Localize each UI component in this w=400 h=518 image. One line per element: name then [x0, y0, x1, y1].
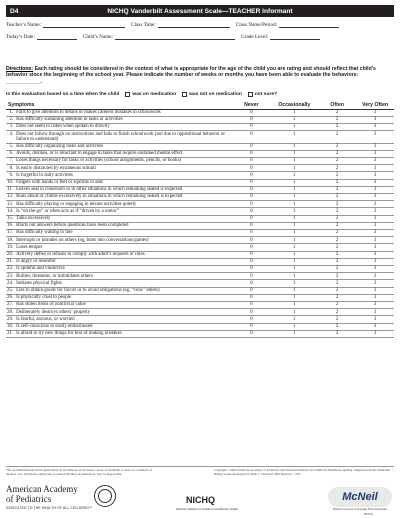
very-often-header: Very Often: [356, 102, 394, 109]
often-rating[interactable]: 2: [318, 309, 356, 316]
very-often-rating[interactable]: 3: [356, 172, 394, 179]
symptom-text: Does not follow through on instructions and fails to finish schoolwork (not due to oppositional behavior or failure to understand): [15, 131, 232, 143]
row-number: 5.: [6, 143, 15, 150]
table-row: [6, 273, 394, 280]
symptom-text: Interrupts or intrudes on others (eg, butts into conversations/games): [15, 237, 232, 244]
on-medication-label: was on medication: [132, 92, 177, 97]
never-rating[interactable]: 0: [232, 215, 270, 222]
occasionally-rating[interactable]: 1: [270, 294, 318, 301]
aap-line-1: American Academy: [6, 484, 78, 494]
often-rating[interactable]: 2: [318, 157, 356, 164]
symptom-text: Is self-conscious or easily embarrassed: [15, 323, 232, 330]
occasionally-rating[interactable]: 1: [270, 287, 318, 294]
never-rating[interactable]: 0: [232, 294, 270, 301]
often-rating[interactable]: 2: [318, 265, 356, 272]
table-row: [6, 323, 394, 330]
often-rating[interactable]: 2: [318, 123, 356, 130]
often-rating[interactable]: 2: [318, 237, 356, 244]
often-rating[interactable]: 2: [318, 165, 356, 172]
often-rating[interactable]: 2: [318, 215, 356, 222]
symptom-text: Loses things necessary for tasks or activities (school assignments, pencils, or books): [15, 157, 232, 164]
often-rating[interactable]: 2: [318, 244, 356, 251]
symptom-text: Fails to give attention to details or makes careless mistakes in schoolwork: [15, 109, 232, 116]
occasionally-rating[interactable]: 1: [270, 150, 318, 157]
symptom-text: Initiates physical fights: [15, 280, 232, 287]
symptom-text: Is afraid to try new things for fear of making mistakes: [15, 330, 232, 337]
occasionally-rating[interactable]: 1: [270, 157, 318, 164]
row-number: 18.: [7, 237, 14, 243]
occasionally-rating[interactable]: 1: [270, 229, 318, 236]
often-rating[interactable]: 2: [318, 280, 356, 287]
never-rating[interactable]: 0: [232, 287, 270, 294]
often-rating[interactable]: 2: [318, 179, 356, 186]
aap-logo-text: [6, 485, 78, 504]
table-row: [6, 244, 394, 251]
occasionally-rating[interactable]: 1: [270, 123, 318, 130]
not-sure-label: not sure?: [254, 92, 278, 97]
table-row: [6, 208, 394, 215]
often-rating[interactable]: 2: [318, 186, 356, 193]
table-row: [6, 265, 394, 272]
table-row: [6, 287, 394, 294]
symptom-text: Loses temper: [15, 244, 232, 251]
aap-seal-icon: [94, 485, 116, 507]
table-row: [6, 201, 394, 208]
table-row: [6, 186, 394, 193]
medication-question: [6, 92, 394, 97]
occasionally-rating[interactable]: 1: [270, 309, 318, 316]
symptoms-header: Symptoms: [6, 102, 232, 109]
never-header: Never: [232, 102, 270, 109]
table-row: [6, 109, 394, 116]
often-rating[interactable]: 2: [318, 251, 356, 258]
symptom-text: Does not seem to listen when spoken to directly: [15, 123, 232, 130]
table-row: [6, 222, 394, 229]
directions-label: Directions:: [6, 66, 34, 72]
never-rating[interactable]: 0: [232, 131, 270, 143]
very-often-rating[interactable]: 3: [356, 165, 394, 172]
row-number: 14.: [7, 208, 14, 214]
never-rating[interactable]: 0: [232, 186, 270, 193]
row-number: 15.: [7, 216, 14, 222]
row-number: 11.: [7, 187, 14, 193]
row-number: 28.: [7, 309, 14, 315]
row-number: 20.: [7, 252, 14, 258]
table-row: [6, 157, 394, 164]
todays-date-field[interactable]: [37, 35, 77, 40]
often-rating[interactable]: 2: [318, 201, 356, 208]
very-often-rating[interactable]: 3: [356, 186, 394, 193]
table-row: [6, 294, 394, 301]
child-name-field[interactable]: [115, 35, 235, 40]
row-number: 4.: [6, 131, 15, 143]
class-time-label: Class Time:: [131, 22, 156, 28]
directions-text: Each rating should be considered in the context of what is appropriate for the age of the child you are rating and should reflect that child’s behavior since the beginning of the school year. Please indicate the number of weeks or months you have been able to evaluate the behaviors: ____________.: [6, 66, 376, 85]
never-rating[interactable]: 0: [232, 244, 270, 251]
often-rating[interactable]: 2: [318, 208, 356, 215]
very-often-rating[interactable]: 3: [356, 301, 394, 308]
occasionally-rating[interactable]: 1: [270, 330, 318, 337]
symptom-text: Is “on the go” or often acts as if “driven by a motor”: [15, 208, 232, 215]
symptom-text: Is forgetful in daily activities: [15, 172, 232, 179]
occasionally-rating[interactable]: 1: [270, 165, 318, 172]
very-often-rating[interactable]: 3: [356, 131, 394, 143]
very-often-rating[interactable]: 3: [356, 273, 394, 280]
occasionally-rating[interactable]: 1: [270, 237, 318, 244]
occasionally-rating[interactable]: 1: [270, 323, 318, 330]
table-row: [6, 172, 394, 179]
symptom-text: Has difficulty playing or engaging in leisure activities quietly: [15, 201, 232, 208]
never-rating[interactable]: 0: [232, 208, 270, 215]
row-number: 23.: [7, 273, 14, 279]
occasionally-rating[interactable]: 1: [270, 244, 318, 251]
often-rating[interactable]: 2: [318, 116, 356, 123]
never-rating[interactable]: 0: [232, 309, 270, 316]
never-rating[interactable]: 0: [232, 265, 270, 272]
symptom-text: Has difficulty organizing tasks and activities: [15, 143, 232, 150]
very-often-rating[interactable]: 3: [356, 287, 394, 294]
very-often-rating[interactable]: 3: [356, 143, 394, 150]
symptom-text: Is easily distracted by extraneous stimuli: [15, 165, 232, 172]
never-rating[interactable]: 0: [232, 172, 270, 179]
row-number: 21.: [7, 259, 14, 265]
never-rating[interactable]: 0: [232, 222, 270, 229]
symptom-text: Is physically cruel to people: [15, 294, 232, 301]
symptom-text: Avoids, dislikes, or is reluctant to engage in tasks that require sustained mental effort: [15, 150, 232, 157]
directions: [6, 66, 394, 85]
table-row: [6, 131, 394, 143]
never-rating[interactable]: 0: [232, 193, 270, 200]
row-number: 29.: [7, 316, 14, 322]
very-often-rating[interactable]: 3: [356, 265, 394, 272]
very-often-rating[interactable]: 3: [356, 109, 394, 116]
often-rating[interactable]: 2: [318, 323, 356, 330]
occasionally-rating[interactable]: 1: [270, 143, 318, 150]
table-row: [6, 116, 394, 123]
row-number: 26.: [7, 295, 14, 301]
never-rating[interactable]: 0: [232, 143, 270, 150]
footer: [6, 466, 394, 514]
never-rating[interactable]: 0: [232, 157, 270, 164]
teacher-name-label: Teacher’s Name:: [6, 22, 42, 28]
symptom-text: Blurts out answers before questions have been completed: [15, 222, 232, 229]
often-rating[interactable]: 2: [318, 316, 356, 323]
occasionally-rating[interactable]: 1: [270, 222, 318, 229]
mcneil-tagline: McNeil Consumer & Specialty Pharmaceuticals: [332, 508, 388, 511]
child-name-label: Child’s Name:: [82, 34, 114, 40]
medication-question-text: Is this evaluation based on a time when the child: [6, 92, 120, 97]
table-row: [6, 301, 394, 308]
nichq-tagline: National Initiative for Children’s Healthcare Quality: [176, 507, 239, 511]
table-row: [6, 258, 394, 265]
occasionally-rating[interactable]: 1: [270, 131, 318, 143]
row-number: 6.: [6, 150, 15, 157]
often-rating[interactable]: 2: [318, 150, 356, 157]
symptom-text: Bullies, threatens, or intimidates others: [15, 273, 232, 280]
class-name-field[interactable]: [279, 23, 339, 28]
occasionally-rating[interactable]: 1: [270, 116, 318, 123]
often-rating[interactable]: 2: [318, 287, 356, 294]
table-row: [6, 330, 394, 337]
often-rating[interactable]: 2: [318, 273, 356, 280]
table-row: [6, 150, 394, 157]
never-rating[interactable]: 0: [232, 330, 270, 337]
symptom-text: Leaves seat in classroom or in other situations in which remaining seated is expected: [15, 186, 232, 193]
very-often-rating[interactable]: 3: [356, 316, 394, 323]
very-often-rating[interactable]: 3: [356, 116, 394, 123]
form-header: [6, 5, 394, 17]
row-number: 25.: [7, 288, 14, 294]
often-rating[interactable]: 2: [318, 131, 356, 143]
table-row: [6, 309, 394, 316]
teacher-name-field[interactable]: [43, 23, 125, 28]
table-row: [6, 215, 394, 222]
never-rating[interactable]: 0: [232, 109, 270, 116]
symptom-text: Fidgets with hands or feet or squirms in seat: [15, 179, 232, 186]
grade-level-field[interactable]: [270, 35, 320, 40]
never-rating[interactable]: 0: [232, 301, 270, 308]
often-rating[interactable]: 2: [318, 222, 356, 229]
very-often-rating[interactable]: 3: [356, 179, 394, 186]
symptom-text: Deliberately destroys others’ property: [15, 309, 232, 316]
never-rating[interactable]: 0: [232, 251, 270, 258]
very-often-rating[interactable]: 3: [356, 309, 394, 316]
table-row: [6, 251, 394, 258]
often-rating[interactable]: 2: [318, 229, 356, 236]
class-name-label: Class Name/Period:: [235, 22, 278, 28]
very-often-rating[interactable]: 3: [356, 222, 394, 229]
very-often-rating[interactable]: 3: [356, 244, 394, 251]
symptom-text: Runs about or climbs excessively in situations in which remaining seated is expected: [15, 193, 232, 200]
form-title: NICHQ Vanderbilt Assessment Scale—TEACHER Informant: [107, 7, 293, 15]
very-often-rating[interactable]: 3: [356, 323, 394, 330]
grade-level-label: Grade Level:: [241, 34, 269, 40]
never-rating[interactable]: 0: [232, 237, 270, 244]
table-row: [6, 179, 394, 186]
class-time-field[interactable]: [158, 23, 230, 28]
row-number: 17.: [7, 230, 14, 236]
row-number: 31.: [7, 331, 14, 337]
never-rating[interactable]: 0: [232, 323, 270, 330]
info-row-2: [6, 34, 394, 40]
occasionally-rating[interactable]: 1: [270, 316, 318, 323]
row-number: 19.: [7, 244, 14, 250]
row-number: 2.: [6, 116, 15, 123]
symptom-text: Is angry or resentful: [15, 258, 232, 265]
row-number: 27.: [7, 302, 14, 308]
very-often-rating[interactable]: 3: [356, 294, 394, 301]
row-number: 1.: [6, 109, 15, 116]
table-row: [6, 237, 394, 244]
symptom-text: Has difficulty sustaining attention to tasks or activities: [15, 116, 232, 123]
occasionally-rating[interactable]: 1: [270, 258, 318, 265]
row-number: 16.: [7, 223, 14, 229]
symptom-text: Lies to obtain goods for favors or to avoid obligations (eg, “cons” others): [15, 287, 232, 294]
often-rating[interactable]: 2: [318, 143, 356, 150]
occasionally-rating[interactable]: 1: [270, 280, 318, 287]
often-rating[interactable]: 2: [318, 109, 356, 116]
often-header: Often: [318, 102, 356, 109]
occasionally-header: Occasionally: [270, 102, 318, 109]
very-often-rating[interactable]: 3: [356, 229, 394, 236]
form-code: D4: [10, 7, 19, 15]
row-number: 10.: [7, 180, 14, 186]
very-often-rating[interactable]: 3: [356, 215, 394, 222]
very-often-rating[interactable]: 3: [356, 157, 394, 164]
occasionally-rating[interactable]: 1: [270, 251, 318, 258]
often-rating[interactable]: 2: [318, 301, 356, 308]
often-rating[interactable]: 2: [318, 258, 356, 265]
not-sure-checkbox[interactable]: [248, 92, 253, 97]
never-rating[interactable]: 0: [232, 280, 270, 287]
not-on-medication-label: was not on medication: [189, 92, 242, 97]
never-rating[interactable]: 0: [232, 150, 270, 157]
table-row: [6, 316, 394, 323]
often-rating[interactable]: 2: [318, 294, 356, 301]
never-rating[interactable]: 0: [232, 316, 270, 323]
row-number: 22.: [7, 266, 14, 272]
never-rating[interactable]: 0: [232, 201, 270, 208]
not-on-medication-checkbox[interactable]: [182, 92, 187, 97]
occasionally-rating[interactable]: 1: [270, 265, 318, 272]
occasionally-rating[interactable]: 1: [270, 201, 318, 208]
occasionally-rating[interactable]: 1: [270, 179, 318, 186]
often-rating[interactable]: 2: [318, 172, 356, 179]
aap-line-2: of Pediatrics: [6, 493, 52, 504]
symptoms-table: [6, 102, 394, 338]
never-rating[interactable]: 0: [232, 165, 270, 172]
very-often-rating[interactable]: 3: [356, 208, 394, 215]
footer-copyright: Copyright ©2002 American Academy of Pediatrics and National Initiative for Children’s Healthcare Quality. Adapted from the Vanderbilt Rating Scales developed by Mark L. Wolraich, MD. Revised - 1102: [214, 468, 391, 476]
symptom-text: Talks excessively: [15, 215, 232, 222]
table-row: [6, 165, 394, 172]
often-rating[interactable]: 2: [318, 330, 356, 337]
very-often-rating[interactable]: 3: [356, 251, 394, 258]
symptom-text: Is fearful, anxious, or worried: [15, 316, 232, 323]
symptom-text: Actively defies or refuses to comply with adult’s requests or rules: [15, 251, 232, 258]
row-number: 7.: [6, 157, 15, 164]
occasionally-rating[interactable]: 1: [270, 172, 318, 179]
never-rating[interactable]: 0: [232, 179, 270, 186]
never-rating[interactable]: 0: [232, 123, 270, 130]
never-rating[interactable]: 0: [232, 116, 270, 123]
very-often-rating[interactable]: 3: [356, 193, 394, 200]
very-often-rating[interactable]: 3: [356, 280, 394, 287]
symptom-text: Is spiteful and vindictive: [15, 265, 232, 272]
occasionally-rating[interactable]: 1: [270, 109, 318, 116]
table-header-row: [6, 102, 394, 109]
never-rating[interactable]: 0: [232, 273, 270, 280]
footer-disclaimer: The recommendations in this publication do not indicate an exclusive course of treatment or serve as a standard of medical care. Variations, taking into account individual circumstances, may be appropriate.: [6, 468, 152, 476]
mcneil-logo: McNeil: [328, 487, 392, 507]
very-often-rating[interactable]: 3: [356, 237, 394, 244]
often-rating[interactable]: 2: [318, 193, 356, 200]
occasionally-rating[interactable]: 1: [270, 193, 318, 200]
on-medication-checkbox[interactable]: [125, 92, 130, 97]
symptom-text: Has difficulty waiting in line: [15, 229, 232, 236]
occasionally-rating[interactable]: 1: [270, 208, 318, 215]
occasionally-rating[interactable]: 1: [270, 215, 318, 222]
never-rating[interactable]: 0: [232, 258, 270, 265]
very-often-rating[interactable]: 3: [356, 150, 394, 157]
table-row: [6, 280, 394, 287]
table-row: [6, 193, 394, 200]
row-number: 3.: [6, 123, 15, 130]
very-often-rating[interactable]: 3: [356, 258, 394, 265]
occasionally-rating[interactable]: 1: [270, 273, 318, 280]
very-often-rating[interactable]: 3: [356, 201, 394, 208]
never-rating[interactable]: 0: [232, 229, 270, 236]
symptom-text: Has stolen items of nontrivial value: [15, 301, 232, 308]
todays-date-label: Today’s Date:: [6, 34, 35, 40]
row-number: 9.: [6, 172, 15, 179]
occasionally-rating[interactable]: 1: [270, 301, 318, 308]
table-row: [6, 143, 394, 150]
table-row: [6, 229, 394, 236]
very-often-rating[interactable]: 3: [356, 123, 394, 130]
very-often-rating[interactable]: 3: [356, 330, 394, 337]
row-number: 8.: [6, 165, 15, 172]
aap-tagline: DEDICATED TO THE HEALTH OF ALL CHILDREN™: [6, 506, 93, 510]
row-number: 24.: [7, 280, 14, 286]
row-number: 13.: [7, 201, 14, 207]
info-row-1: [6, 22, 394, 28]
nichq-logo: NICHQ: [186, 495, 215, 505]
page-code: HE0351: [364, 513, 374, 516]
occasionally-rating[interactable]: 1: [270, 186, 318, 193]
row-number: 30.: [7, 324, 14, 330]
row-number: 12.: [7, 194, 14, 200]
table-row: [6, 123, 394, 130]
